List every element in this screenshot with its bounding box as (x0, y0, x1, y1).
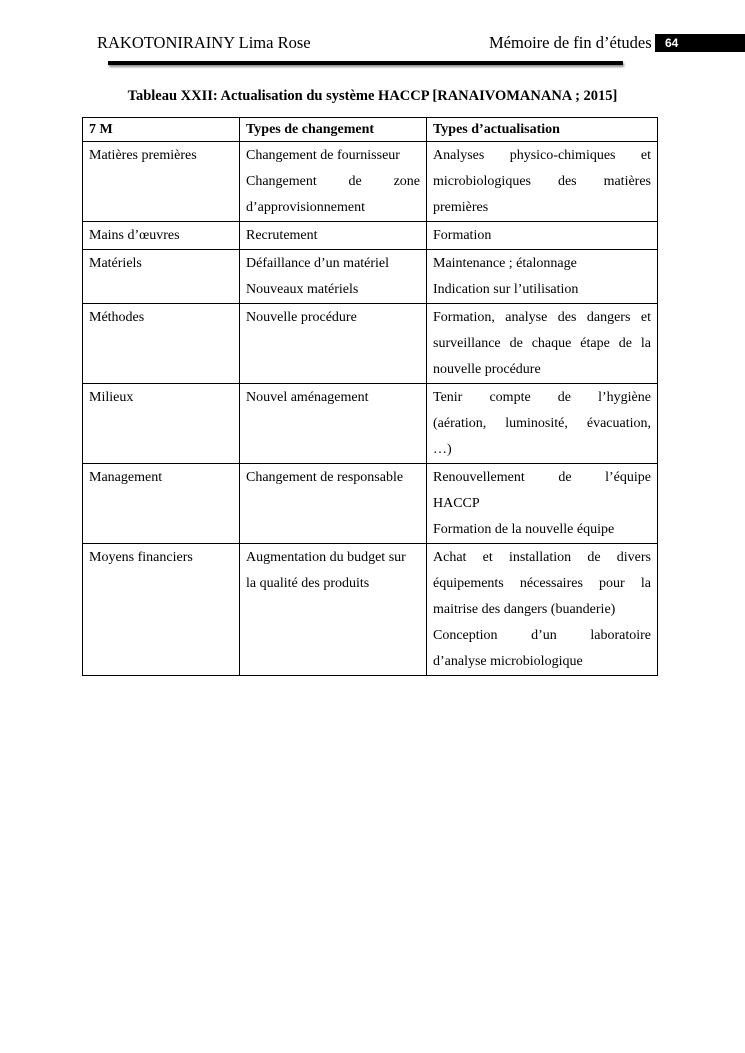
cell-line: premières (433, 200, 489, 215)
m-cell: Milieux (83, 384, 240, 464)
cell-line: Formation, analyse des dangers et (433, 310, 651, 325)
m-cell: Mains d’œuvres (83, 222, 240, 250)
cell-line: Formation (433, 228, 492, 243)
cell-line: HACCP (433, 496, 480, 511)
cell-line: Formation de la nouvelle équipe (433, 522, 615, 537)
table-row (83, 544, 658, 676)
cell-line: Augmentation du budget sur (246, 550, 406, 565)
m-cell: Méthodes (83, 304, 240, 384)
change-cell (240, 250, 427, 304)
m-cell: Matériels (83, 250, 240, 304)
table-row (83, 222, 658, 250)
action-cell (427, 544, 658, 676)
column-header: Types de changement (240, 118, 427, 142)
table-caption: Tableau XXII: Actualisation du système HACCP [RANAIVOMANANA ; 2015] (127, 88, 618, 104)
page-number: 64 (655, 34, 745, 52)
header-author: RAKOTONIRAINY Lima Rose (97, 33, 311, 52)
cell-line: (aération, luminosité, évacuation, (433, 416, 651, 431)
cell-line: surveillance de chaque étape de la (433, 336, 651, 351)
cell-line: microbiologiques des matières (433, 174, 651, 189)
cell-line: équipements nécessaires pour la (433, 576, 651, 591)
action-cell (427, 250, 658, 304)
m-cell: Matières premières (83, 142, 240, 222)
table-row (83, 250, 658, 304)
cell-line: Renouvellement de l’équipe (433, 470, 651, 485)
action-cell (427, 142, 658, 222)
table-row (83, 304, 658, 384)
change-cell (240, 222, 427, 250)
cell-line: Nouvelle procédure (246, 310, 357, 325)
column-header: Types d’actualisation (427, 118, 658, 142)
action-cell (427, 304, 658, 384)
cell-line: Tenir compte de l’hygiène (433, 390, 651, 405)
cell-line: Maintenance ; étalonnage (433, 256, 577, 271)
cell-line: …) (433, 442, 452, 457)
cell-line: Indication sur l’utilisation (433, 282, 579, 297)
cell-line: Conception d’un laboratoire (433, 628, 651, 643)
table-row (83, 464, 658, 544)
cell-line: Changement de fournisseur (246, 148, 400, 163)
action-cell (427, 384, 658, 464)
change-cell (240, 544, 427, 676)
table-row (83, 384, 658, 464)
header-doc-type: Mémoire de fin d’études (489, 33, 652, 52)
action-cell (427, 222, 658, 250)
m-cell: Management (83, 464, 240, 544)
change-cell (240, 142, 427, 222)
cell-line: la qualité des produits (246, 576, 370, 591)
cell-line: maitrise des dangers (buanderie) (433, 602, 616, 617)
table-header-row (83, 118, 658, 142)
table-row (83, 142, 658, 222)
cell-line: Nouvel aménagement (246, 390, 369, 405)
cell-line: d’approvisionnement (246, 200, 365, 215)
action-cell (427, 464, 658, 544)
cell-line: Achat et installation de divers (433, 550, 651, 565)
header-divider (108, 61, 623, 65)
cell-line: nouvelle procédure (433, 362, 541, 377)
haccp-table (82, 117, 658, 676)
change-cell (240, 384, 427, 464)
cell-line: Changement de responsable (246, 470, 404, 485)
cell-line: Défaillance d’un matériel (246, 256, 390, 271)
cell-line: Analyses physico-chimiques et (433, 148, 651, 163)
change-cell (240, 304, 427, 384)
cell-line: Changement de zone (246, 174, 420, 189)
cell-line: d’analyse microbiologique (433, 654, 583, 669)
column-header: 7 M (83, 118, 240, 142)
cell-line: Recrutement (246, 228, 318, 243)
cell-line: Nouveaux matériels (246, 282, 359, 297)
m-cell: Moyens financiers (83, 544, 240, 676)
change-cell (240, 464, 427, 544)
